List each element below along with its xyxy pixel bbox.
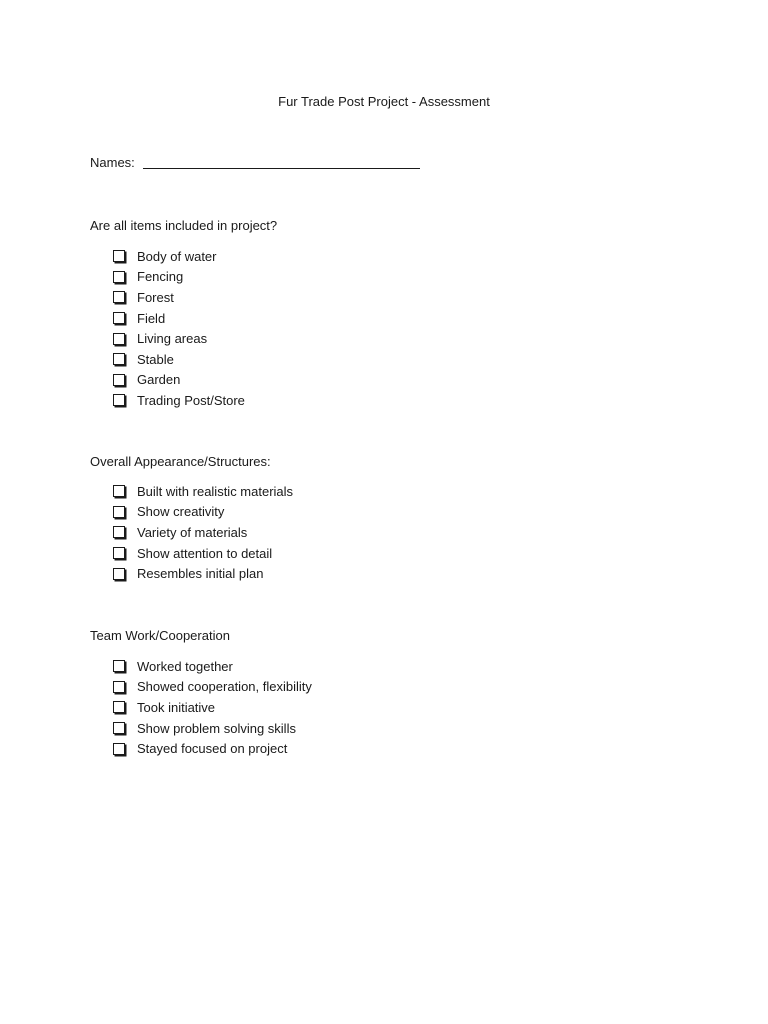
checkbox-icon[interactable] xyxy=(113,394,125,406)
checkbox-icon[interactable] xyxy=(113,506,125,518)
checkbox-icon[interactable] xyxy=(113,568,125,580)
checkbox-icon[interactable] xyxy=(113,547,125,559)
checklist-item xyxy=(113,246,245,267)
checklist-item xyxy=(113,308,245,329)
checklist-item-label: Trading Post/Store xyxy=(137,392,245,408)
checkbox-icon[interactable] xyxy=(113,374,125,386)
checkbox-icon[interactable] xyxy=(113,681,125,693)
checklist-item xyxy=(113,543,293,564)
section-heading: Overall Appearance/Structures: xyxy=(90,454,271,469)
checklist-item-label: Show attention to detail xyxy=(137,545,273,561)
checklist-item xyxy=(113,328,245,349)
checkbox-icon[interactable] xyxy=(113,333,125,345)
checklist-item-label: Built with realistic materials xyxy=(137,483,294,499)
checklist-item xyxy=(113,349,245,370)
checklist-item-label: Show creativity xyxy=(137,504,225,520)
section-heading: Team Work/Cooperation xyxy=(90,628,230,643)
checkbox-icon[interactable] xyxy=(113,291,125,303)
checklist-item-label: Forest xyxy=(137,289,174,305)
checklist-item xyxy=(113,738,312,759)
checklist-item xyxy=(113,481,293,502)
names-row xyxy=(90,155,420,170)
checklist-item xyxy=(113,656,312,677)
checklist-item-label: Stable xyxy=(137,351,174,367)
section-team-work xyxy=(90,628,690,757)
checklist-item-label: Living areas xyxy=(137,331,208,347)
checklist-item xyxy=(113,718,312,739)
section-items-included xyxy=(90,218,690,408)
checklist-item xyxy=(113,267,245,288)
checklist xyxy=(113,246,245,411)
checklist-item-label: Body of water xyxy=(137,248,217,264)
checkbox-icon[interactable] xyxy=(113,660,125,672)
checkbox-icon[interactable] xyxy=(113,353,125,365)
checklist-item xyxy=(113,390,245,411)
checklist-item-label: Variety of materials xyxy=(137,524,248,540)
checkbox-icon[interactable] xyxy=(113,485,125,497)
checklist-item-label: Stayed focused on project xyxy=(137,741,288,757)
checkbox-icon[interactable] xyxy=(113,743,125,755)
checklist-item-label: Worked together xyxy=(137,658,233,674)
checklist-item xyxy=(113,677,312,698)
names-label: Names: xyxy=(90,155,135,170)
checklist xyxy=(113,481,293,584)
checklist-item xyxy=(113,697,312,718)
checklist-item-label: Fencing xyxy=(137,269,184,285)
checklist-item xyxy=(113,370,245,391)
checklist-item xyxy=(113,563,293,584)
checklist-item xyxy=(113,287,245,308)
checkbox-icon[interactable] xyxy=(113,250,125,262)
checkbox-icon[interactable] xyxy=(113,312,125,324)
names-blank-line[interactable] xyxy=(143,155,420,169)
checklist-item xyxy=(113,502,293,523)
checkbox-icon[interactable] xyxy=(113,526,125,538)
checkbox-icon[interactable] xyxy=(113,722,125,734)
document-title: Fur Trade Post Project - Assessment xyxy=(278,94,490,109)
checklist-item-label: Resembles initial plan xyxy=(137,566,264,582)
checklist-item-label: Showed cooperation, flexibility xyxy=(137,679,312,695)
section-overall-appearance xyxy=(90,454,690,582)
checklist-item-label: Field xyxy=(137,310,166,326)
checkbox-icon[interactable] xyxy=(113,271,125,283)
checklist-item-label: Show problem solving skills xyxy=(137,720,296,736)
checklist-item-label: Took initiative xyxy=(137,699,216,715)
section-heading: Are all items included in project? xyxy=(90,218,278,233)
checkbox-icon[interactable] xyxy=(113,701,125,713)
checklist-item-label: Garden xyxy=(137,372,181,388)
checklist xyxy=(113,656,312,759)
checklist-item xyxy=(113,522,293,543)
